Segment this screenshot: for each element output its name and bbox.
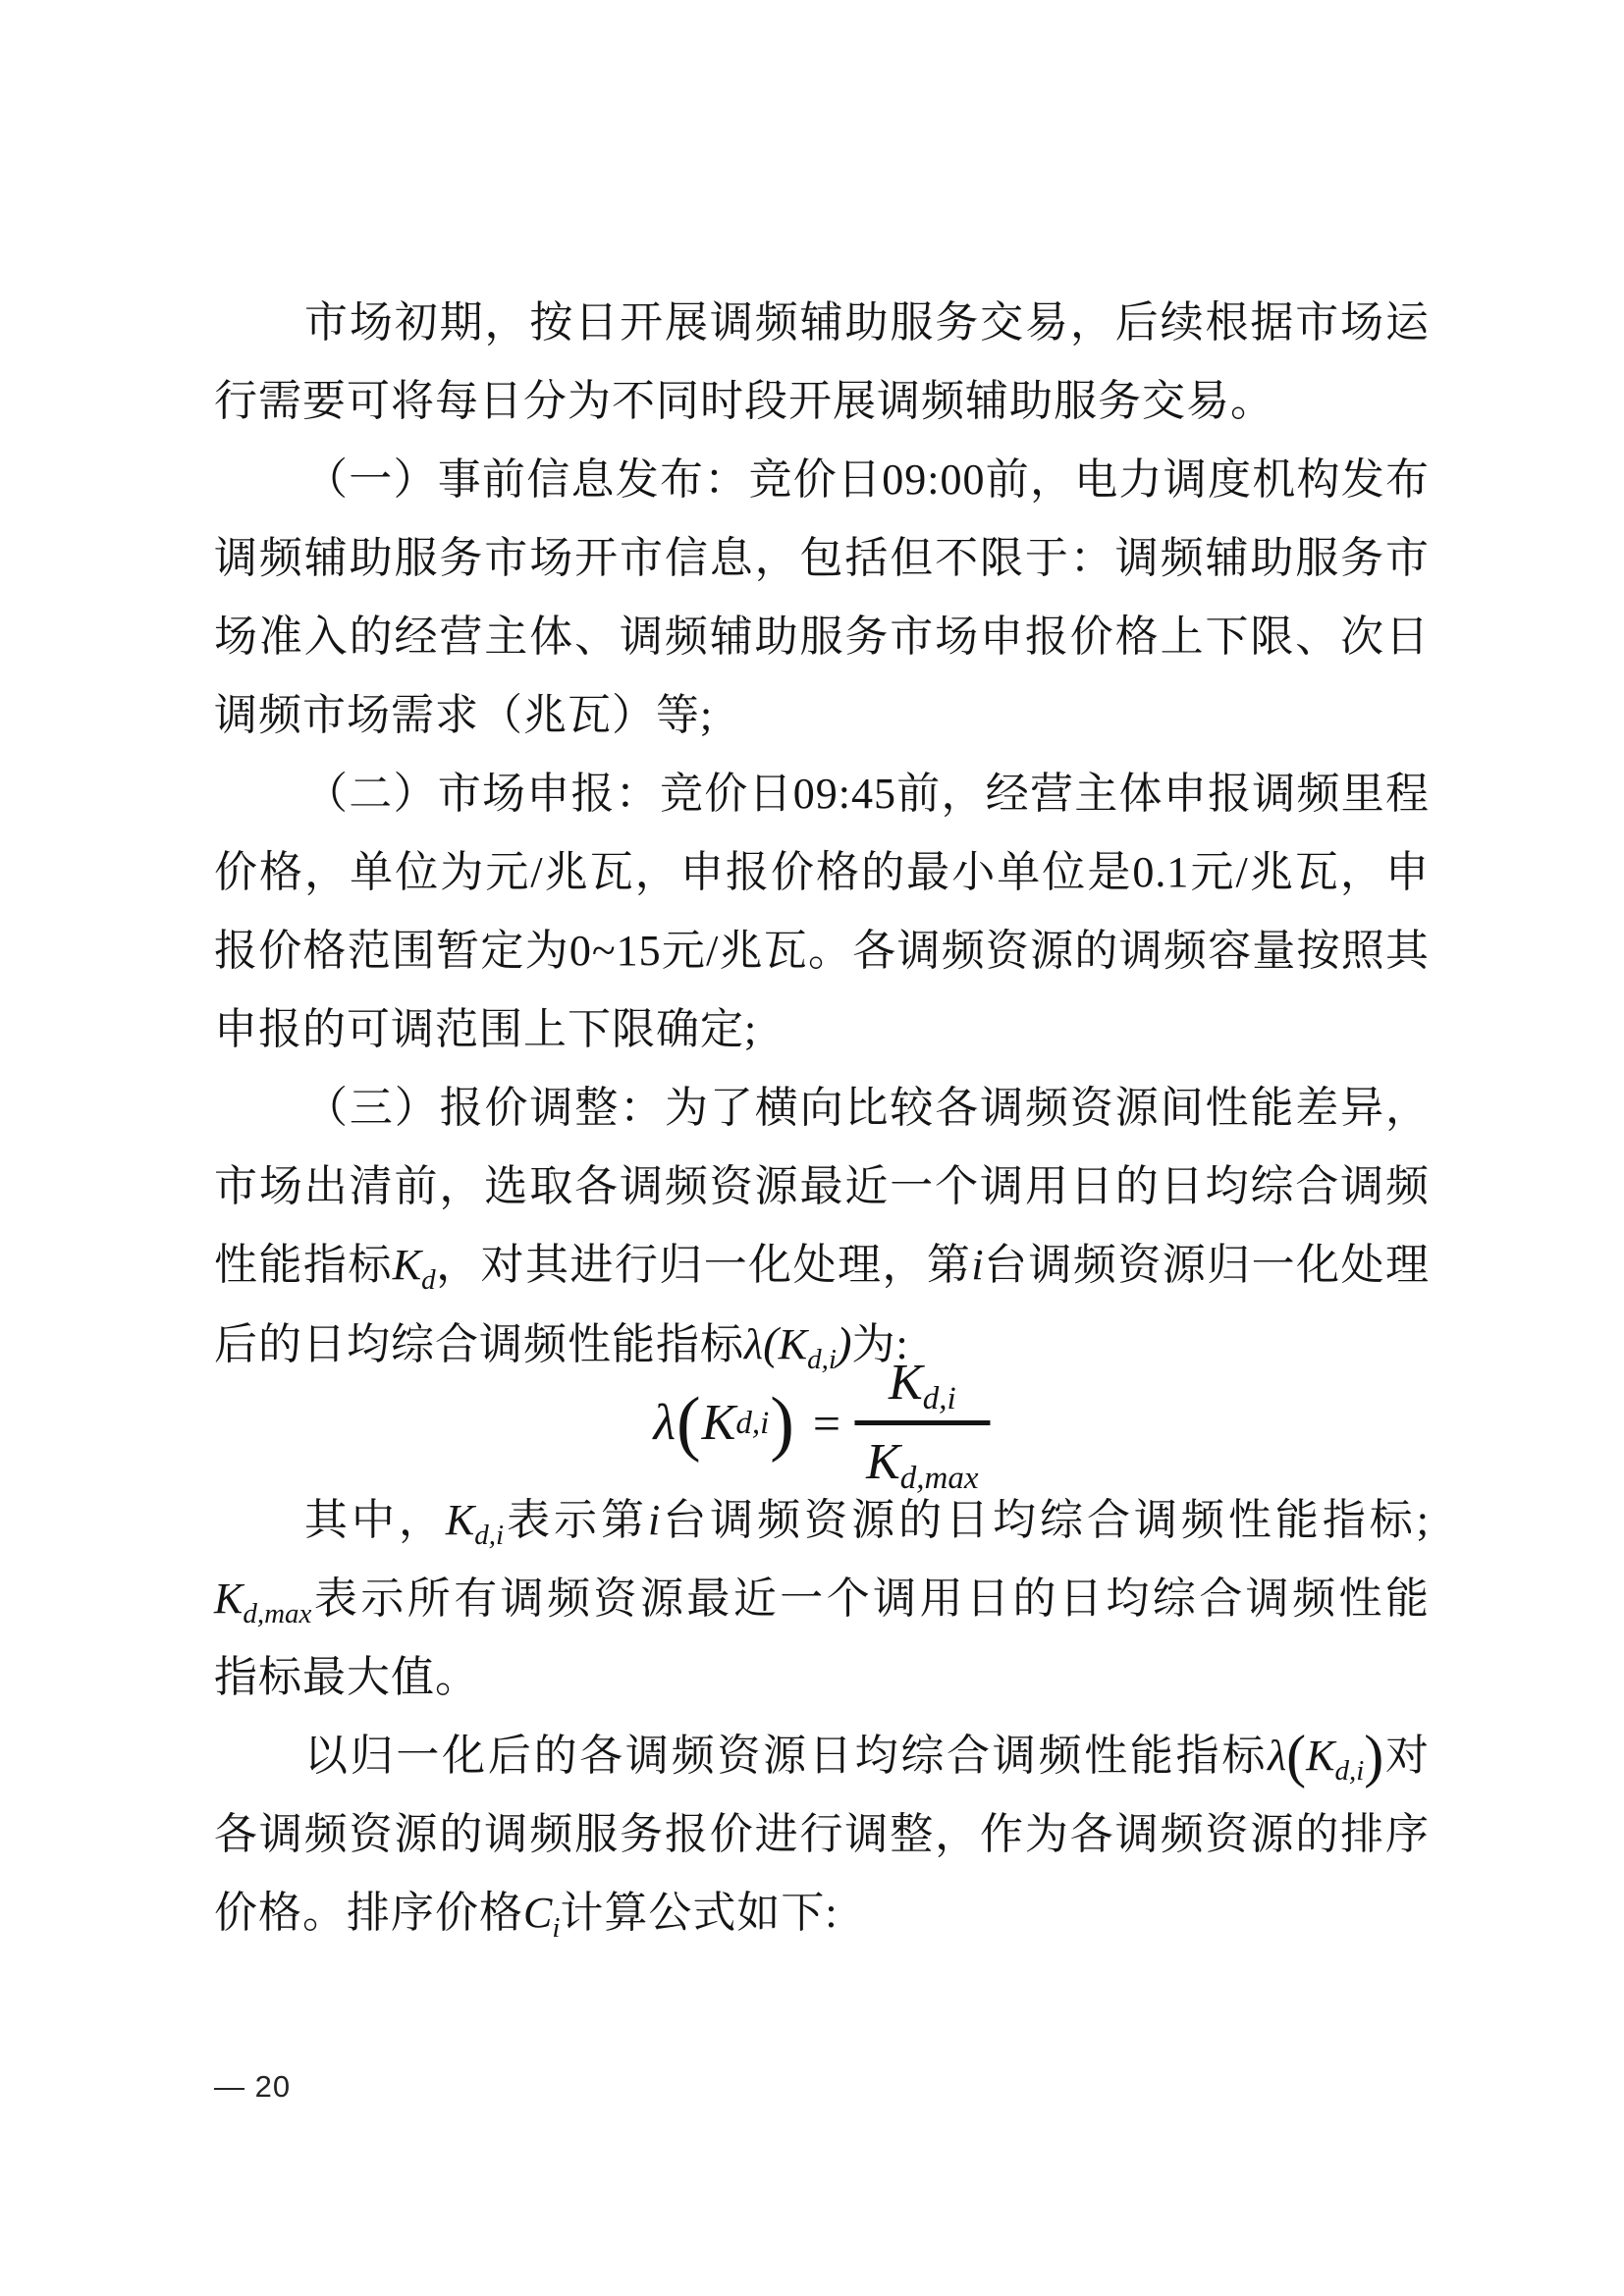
text-line — [214, 1874, 1430, 1952]
math-paren: ) — [836, 1318, 852, 1369]
text-line — [214, 598, 1430, 676]
text-line — [214, 1069, 1430, 1148]
text-run: 台调频资源归一化处理 — [983, 1241, 1431, 1289]
text-run: 价格，单位为元/兆瓦，申报价格的最小单位是0.1元/兆瓦，申 — [214, 848, 1430, 896]
text-run: 场准入的经营主体、调频辅助服务市场申报价格上下限、次日 — [214, 613, 1430, 661]
page-number: — 20 — [214, 2069, 292, 2104]
text-run: 以归一化后的各调频资源日均综合调频性能指标 — [304, 1732, 1269, 1780]
formula-arg-base: K — [701, 1394, 736, 1451]
text-line — [214, 284, 1430, 362]
math-paren: ( — [763, 1318, 779, 1369]
formula-denominator — [854, 1420, 990, 1496]
text-run: 其中， — [304, 1496, 446, 1544]
text-run: （二）市场申报：竞价日09:45前，经营主体申报调频里程 — [304, 770, 1430, 818]
formula-lambda: λ — [653, 1394, 676, 1451]
math-variable: $K_{d,i}$ — [445, 1496, 505, 1551]
lambda-normalization-formula: λ ( K d,i ) = $\frac{K_{d,i}}{K_{d,max}}$ — [653, 1358, 990, 1488]
math-big-paren: ( — [1286, 1724, 1307, 1789]
text-run: （一）事前信息发布：竞价日09:00前，电力调度机构发布 — [304, 455, 1430, 504]
formula-denominator-base: K — [866, 1434, 900, 1490]
text-run: 性能指标 — [214, 1241, 393, 1289]
text-run: 为: — [851, 1320, 909, 1368]
text-line — [214, 1717, 1430, 1795]
text-line — [214, 1148, 1430, 1226]
formula-numerator — [877, 1355, 968, 1420]
text-line — [214, 755, 1430, 833]
math-big-paren: ) — [1364, 1724, 1384, 1789]
text-run: 调频市场需求（兆瓦）等; — [214, 691, 714, 739]
formula-numerator-subscript: d,i — [922, 1381, 956, 1416]
text-line — [214, 1560, 1430, 1638]
math-variable: λ — [744, 1320, 764, 1368]
text-run: 对 — [1383, 1732, 1430, 1780]
display-formula-row — [214, 1355, 1430, 1496]
text-run: 指标最大值。 — [214, 1653, 479, 1701]
text-run: 各调频资源的调频服务报价进行调整，作为各调频资源的排序 — [214, 1810, 1430, 1858]
text-run: 表示所有调频资源最近一个调用日的日均综合调频性能 — [311, 1575, 1430, 1623]
math-variable: λ — [1268, 1732, 1287, 1780]
math-variable: $C_i$ — [523, 1889, 561, 1944]
math-variable: i — [971, 1241, 984, 1289]
text-run: 台调频资源的日均综合调频性能指标; — [660, 1496, 1431, 1544]
text-line — [214, 362, 1430, 441]
text-line — [214, 1638, 1430, 1717]
paragraphs-before-formula — [214, 284, 1430, 1383]
text-run: 价格。排序价格 — [214, 1889, 523, 1937]
text-line — [214, 912, 1430, 990]
text-run: 申报的可调范围上下限确定; — [214, 1005, 758, 1053]
text-run: 后的日均综合调频性能指标 — [214, 1320, 744, 1368]
math-variable: i — [648, 1496, 661, 1544]
formula-denominator-subscript: d,max — [899, 1461, 979, 1496]
formula-fraction — [854, 1355, 990, 1496]
text-line — [214, 441, 1430, 519]
text-line — [214, 1795, 1430, 1874]
text-run: ，对其进行归一化处理，第 — [435, 1241, 972, 1289]
math-variable: $K_{d,i}$ — [1306, 1732, 1365, 1787]
math-variable: $K_{d,max}$ — [214, 1575, 312, 1629]
formula-numerator-base: K — [889, 1355, 923, 1411]
text-line — [214, 519, 1430, 598]
document-body — [214, 284, 1430, 1952]
text-line — [214, 676, 1430, 755]
text-line — [214, 1226, 1430, 1305]
text-run: 计算公式如下: — [560, 1889, 839, 1937]
math-variable: $K_{d,i}$ — [778, 1320, 837, 1375]
text-run: 市场出清前，选取各调频资源最近一个调用日的日均综合调频 — [214, 1162, 1430, 1210]
formula-equals-sign: = — [812, 1395, 841, 1451]
text-run: （三）报价调整：为了横向比较各调频资源间性能差异， — [304, 1084, 1430, 1132]
text-run: 报价格范围暂定为0~15元/兆瓦。各调频资源的调频容量按照其 — [214, 927, 1430, 975]
text-run: 市场初期，按日开展调频辅助服务交易，后续根据市场运 — [304, 298, 1430, 347]
text-run: 表示第 — [504, 1496, 648, 1544]
math-variable: $K_d$ — [392, 1241, 436, 1296]
text-line — [214, 833, 1430, 912]
paragraphs-after-formula — [214, 1481, 1430, 1952]
text-line — [214, 990, 1430, 1069]
text-line — [214, 1481, 1430, 1560]
text-run: 调频辅助服务市场开市信息，包括但不限于：调频辅助服务市 — [214, 534, 1430, 582]
text-run: 行需要可将每日分为不同时段开展调频辅助服务交易。 — [214, 377, 1274, 425]
